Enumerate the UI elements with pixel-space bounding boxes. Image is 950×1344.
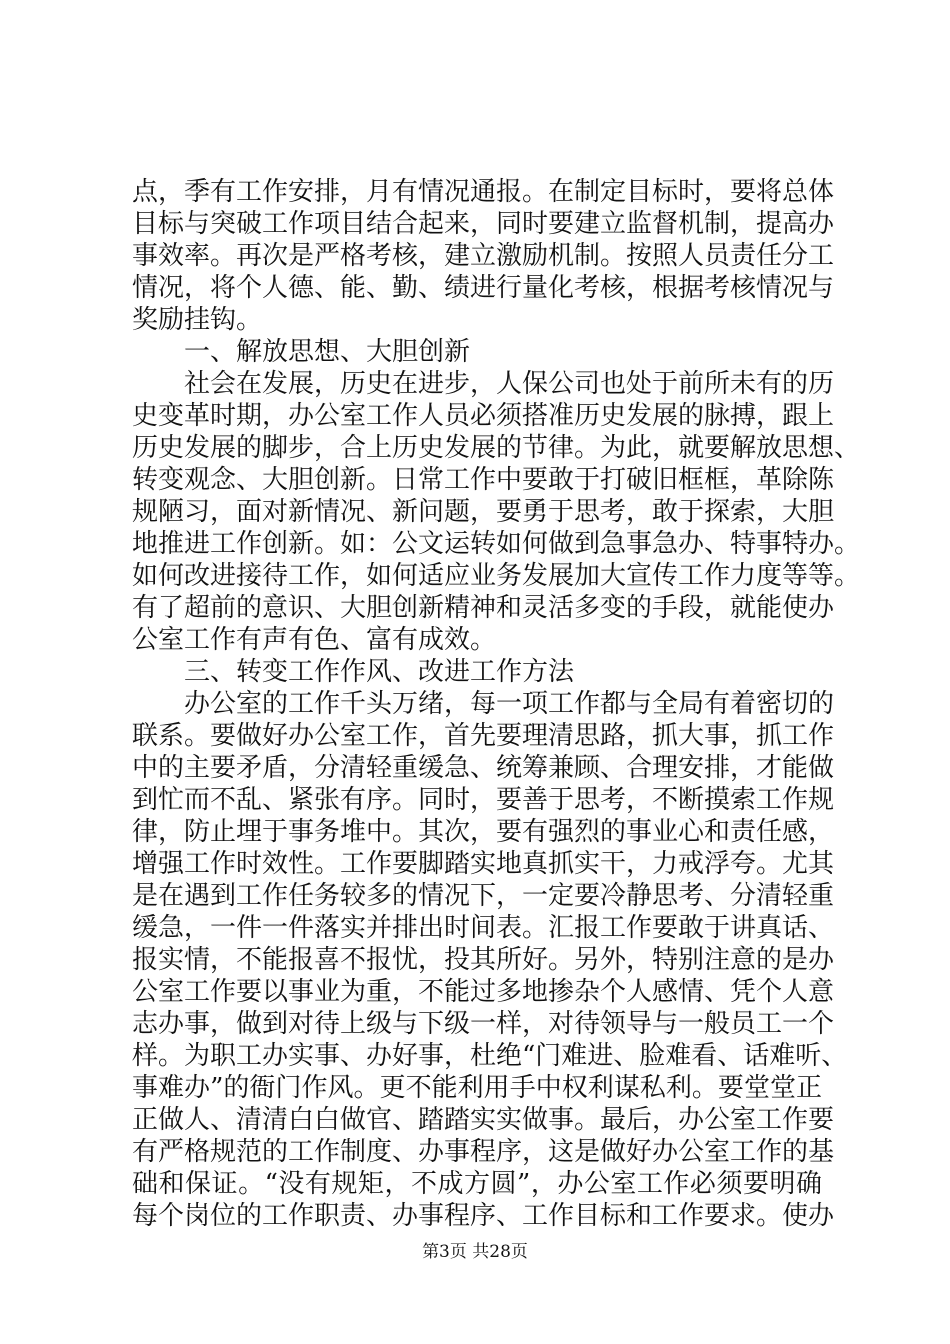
text-line: 中的主要矛盾，分清轻重缓急、统筹兼顾、合理安排，才能做 — [132, 753, 835, 783]
text-line: 事难办”的衙门作风。更不能利用手中权利谋私利。要堂堂正 — [132, 1073, 822, 1103]
page-footer: 第3页 共28页 — [422, 1242, 528, 1262]
text-line: 础和保证。“没有规矩，不成方圆”，办公室工作必须要明确 — [132, 1169, 822, 1199]
text-line: 增强工作时效性。工作要脚踏实地真抓实干，力戒浮夸。尤其 — [132, 849, 835, 879]
text-line: 报实情，不能报喜不报忧，投其所好。另外，特别注意的是办 — [132, 945, 835, 975]
text-line: 缓急，一件一件落实并排出时间表。汇报工作要敢于讲真话、 — [132, 913, 835, 943]
text-line: 转变观念、大胆创新。日常工作中要敢于打破旧框框，革除陈 — [132, 465, 835, 495]
document-body — [132, 176, 861, 1232]
text-line: 有了超前的意识、大胆创新精神和灵活多变的手段，就能使办 — [132, 593, 835, 623]
text-line: 律，防止埋于事务堆中。其次，要有强烈的事业心和责任感， — [132, 817, 835, 847]
text-line: 三、转变工作作风、改进工作方法 — [184, 657, 575, 687]
text-line: 有严格规范的工作制度、办事程序，这是做好办公室工作的基 — [132, 1137, 835, 1167]
text-line: 公室工作要以事业为重，不能过多地掺杂个人感情、凭个人意 — [132, 977, 835, 1007]
text-line: 每个岗位的工作职责、办事程序、工作目标和工作要求。使办 — [132, 1201, 835, 1231]
text-line: 公室工作有声有色、富有成效。 — [132, 625, 497, 655]
text-line: 社会在发展，历史在进步，人保公司也处于前所未有的历 — [184, 369, 835, 399]
text-line: 一、解放思想、大胆创新 — [184, 337, 471, 367]
text-line: 点，季有工作安排，月有情况通报。在制定目标时，要将总体 — [132, 177, 835, 207]
text-line: 规陋习，面对新情况、新问题，要勇于思考，敢于探索，大胆 — [132, 497, 835, 527]
text-line: 目标与突破工作项目结合起来，同时要建立监督机制，提高办 — [132, 209, 835, 239]
text-line: 正做人、清清白白做官、踏踏实实做事。最后，办公室工作要 — [132, 1105, 835, 1135]
text-line: 到忙而不乱、紧张有序。同时，要善于思考，不断摸索工作规 — [132, 785, 835, 815]
text-line: 是在遇到工作任务较多的情况下，一定要冷静思考、分清轻重 — [132, 881, 835, 911]
text-line: 志办事，做到对待上级与下级一样，对待领导与一般员工一个 — [132, 1009, 835, 1039]
text-line: 奖励挂钩。 — [132, 305, 263, 335]
text-line: 办公室的工作千头万绪，每一项工作都与全局有着密切的 — [184, 689, 835, 719]
text-line: 如何改进接待工作，如何适应业务发展加大宣传工作力度等等。 — [132, 561, 861, 591]
text-line: 地推进工作创新。如：公文运转如何做到急事急办、特事特办。 — [132, 529, 861, 559]
text-line: 联系。要做好办公室工作，首先要理清思路，抓大事，抓工作 — [132, 721, 835, 751]
text-line: 情况，将个人德、能、勤、绩进行量化考核，根据考核情况与 — [132, 273, 835, 303]
text-line: 史变革时期，办公室工作人员必须搭准历史发展的脉搏，跟上 — [132, 401, 835, 431]
text-line: 样。为职工办实事、办好事，杜绝“门难进、脸难看、话难听、 — [132, 1041, 848, 1071]
text-line: 事效率。再次是严格考核，建立激励机制。按照人员责任分工 — [132, 241, 835, 271]
text-line: 历史发展的脚步，合上历史发展的节律。为此，就要解放思想、 — [132, 433, 861, 463]
